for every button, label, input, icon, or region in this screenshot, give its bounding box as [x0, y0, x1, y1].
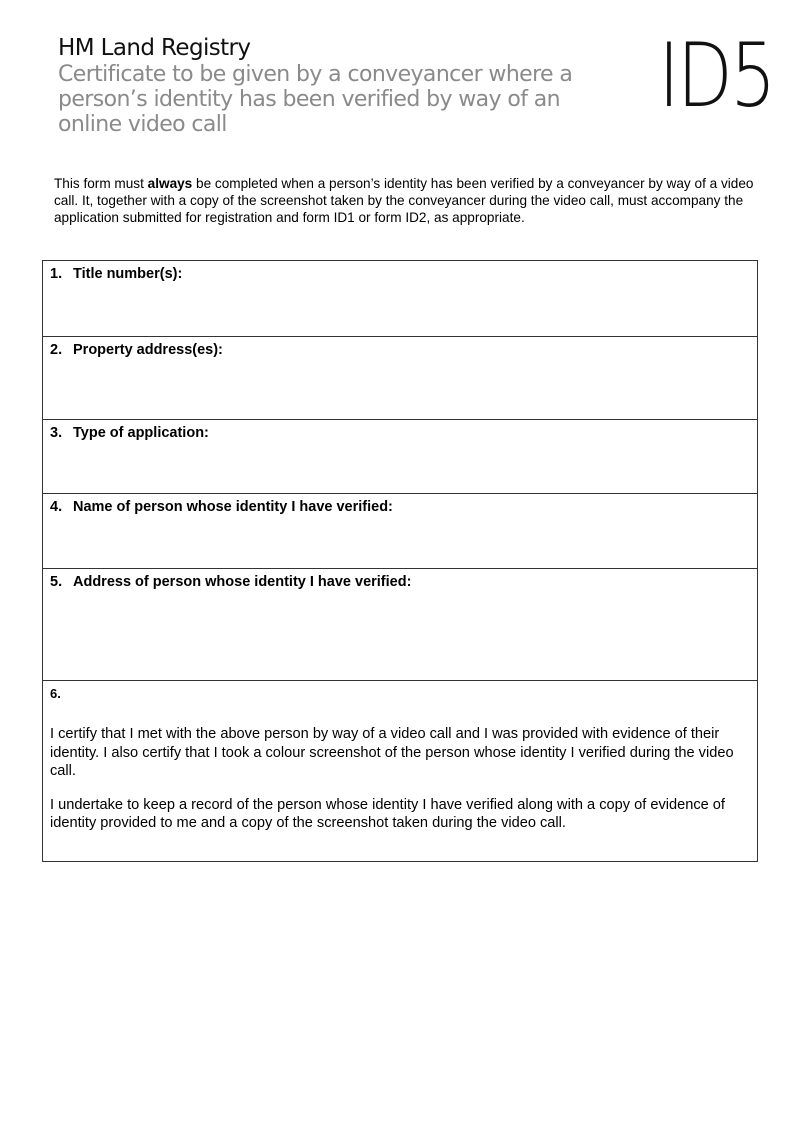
- panel-number: 4.: [50, 499, 63, 515]
- form-panels: [42, 260, 758, 862]
- panel-number: 5.: [50, 574, 63, 590]
- certification-statement: I certify that I met with the above person by way of a video call and I was provided with evidence of their identity. I also certify that I took a colour screenshot of the person whose identity I verified during the video call.: [50, 726, 734, 779]
- form-title: Certificate to be given by a conveyancer where a person’s identity has been verified by way of an online video call: [58, 62, 573, 137]
- panel-application-type[interactable]: [43, 420, 757, 494]
- intro-text-end: be completed when a person’s identity has been verified by a conveyancer by way of a video call. It, together with a copy of the screenshot taken by the conveyancer during the video call, must accompany the application submitted for registration and form ID1 or form ID2, as appropriate.: [54, 176, 754, 225]
- intro-emphasis: always: [147, 176, 193, 191]
- panel-title-numbers[interactable]: [43, 261, 757, 337]
- panel-property-address[interactable]: [43, 337, 757, 420]
- panel-label-text: Address of person whose identity I have verified:: [73, 574, 412, 590]
- panel-label-text: Title number(s):: [73, 266, 183, 282]
- panel-certification: [43, 681, 757, 861]
- panel-label-text: Name of person whose identity I have verified:: [73, 499, 393, 515]
- panel-number: 3.: [50, 425, 63, 441]
- panel-label-text: Property address(es):: [73, 342, 223, 358]
- panel-person-name[interactable]: [43, 494, 757, 569]
- panel-number: 2.: [50, 342, 63, 358]
- panel-label: [50, 498, 757, 516]
- intro-text: [54, 175, 754, 226]
- panel-number: 1.: [50, 266, 63, 282]
- undertaking-statement: I undertake to keep a record of the person whose identity I have verified along with a copy of evidence of identity provided to me and a copy of the screenshot taken during the video call.: [50, 796, 725, 831]
- panel-label: [50, 265, 757, 283]
- panel-label: [50, 685, 757, 703]
- panel-label: [50, 341, 757, 359]
- panel-number: 6.: [50, 686, 61, 701]
- panel-person-address[interactable]: [43, 569, 757, 681]
- form-code: ID5: [658, 24, 774, 127]
- panel-label: [50, 573, 757, 591]
- organisation-name: HM Land Registry: [58, 35, 251, 61]
- form-header: [58, 34, 618, 137]
- panel-label-text: Type of application:: [73, 425, 209, 441]
- panel-label: [50, 424, 757, 442]
- intro-text-start: This form must: [54, 176, 148, 191]
